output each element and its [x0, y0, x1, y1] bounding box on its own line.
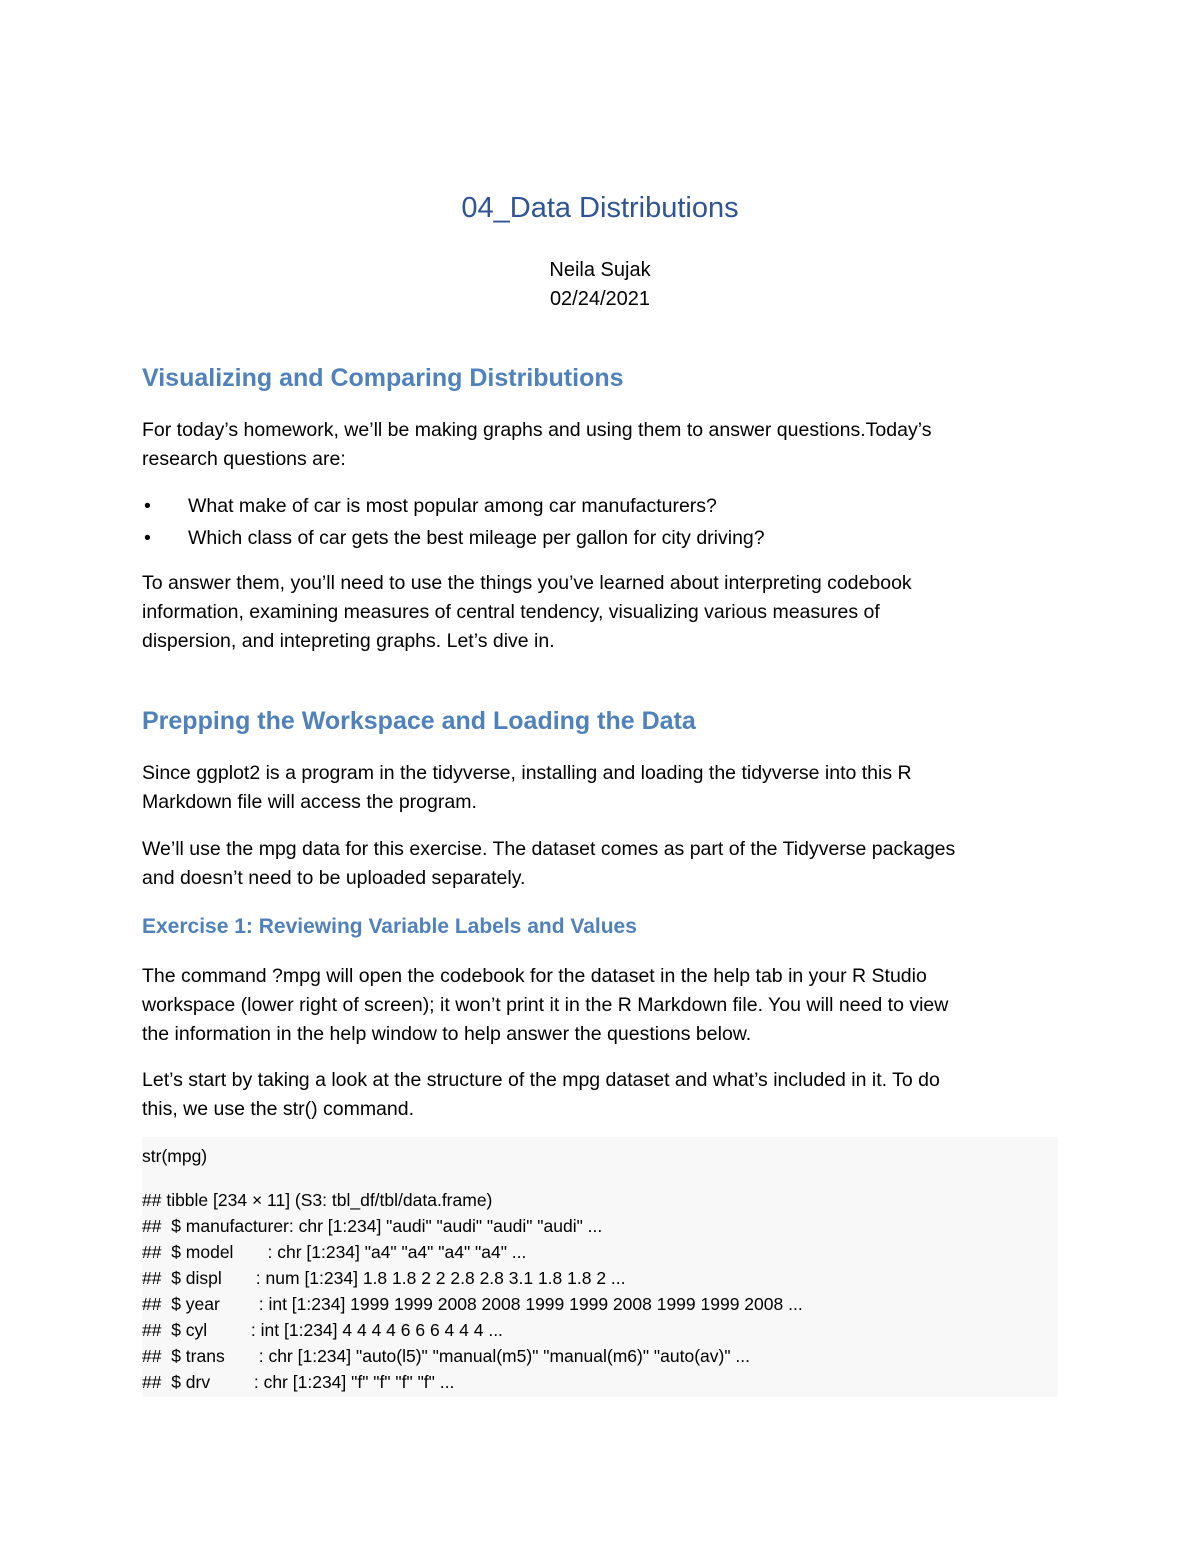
list-item — [142, 492, 765, 524]
paragraph-line: and doesn’t need to be uploaded separately. — [142, 867, 526, 889]
research-questions-list — [142, 492, 765, 556]
paragraph-line: this, we use the str() command. — [142, 1098, 415, 1120]
paragraph-line: Markdown file will access the program. — [142, 791, 477, 813]
section-heading-visualizing: Visualizing and Comparing Distributions — [142, 364, 624, 392]
closing-line: information, examining measures of central tendency, visualizing various measures of — [142, 601, 880, 623]
document-title: 04_Data Distributions — [461, 192, 739, 224]
code-output-line: ## $ year : int [1:234] 1999 1999 2008 2008 1999 1999 2008 1999 1999 2008 ... — [142, 1294, 803, 1314]
code-output-line: ## $ model : chr [1:234] "a4" "a4" "a4" "a4" ... — [142, 1242, 527, 1262]
code-output-line: ## tibble [234 × 11] (S3: tbl_df/tbl/data.frame) — [142, 1190, 493, 1210]
paragraph-line: Since ggplot2 is a program in the tidyverse, installing and loading the tidyverse into this R — [142, 762, 912, 784]
intro-line: For today’s homework, we’ll be making graphs and using them to answer questions.Today’s — [142, 419, 932, 441]
list-item-text: What make of car is most popular among car manufacturers? — [188, 495, 717, 517]
paragraph-line: workspace (lower right of screen); it won’t print it in the R Markdown file. You will need to view — [142, 994, 949, 1016]
section-heading-prepping: Prepping the Workspace and Loading the Data — [142, 707, 696, 735]
intro-line: research questions are: — [142, 448, 346, 470]
document-date: 02/24/2021 — [549, 288, 651, 310]
code-output-line: ## $ displ : num [1:234] 1.8 1.8 2 2 2.8 2.8 3.1 1.8 1.8 2 ... — [142, 1268, 626, 1288]
author-name: Neila Sujak — [549, 259, 651, 281]
intro-paragraph — [142, 416, 1062, 474]
paragraph-line: The command ?mpg will open the codebook for the dataset in the help tab in your R Studio — [142, 965, 927, 987]
closing-line: dispersion, and intepreting graphs. Let’s dive in. — [142, 630, 555, 652]
code-output-line: ## $ drv : chr [1:234] "f" "f" "f" "f" ... — [142, 1372, 455, 1392]
list-item-text: Which class of car gets the best mileage per gallon for city driving? — [188, 527, 765, 549]
bullet-icon: • — [144, 527, 151, 549]
structure-paragraph — [142, 1066, 1062, 1124]
code-command: str(mpg) — [142, 1146, 208, 1166]
code-block — [142, 1137, 1058, 1397]
exercise-heading: Exercise 1: Reviewing Variable Labels and Values — [142, 915, 637, 938]
code-output-line: ## $ trans : chr [1:234] "auto(l5)" "manual(m5)" "manual(m6)" "auto(av)" ... — [142, 1346, 750, 1366]
closing-line: To answer them, you’ll need to use the things you’ve learned about interpreting codebook — [142, 572, 912, 594]
bullet-icon: • — [144, 495, 151, 517]
paragraph-line: We’ll use the mpg data for this exercise. The dataset comes as part of the Tidyverse packages — [142, 838, 956, 860]
paragraph-line: Let’s start by taking a look at the structure of the mpg dataset and what’s included in it. To do — [142, 1069, 940, 1091]
mpg-data-paragraph — [142, 835, 1062, 893]
code-output-line: ## $ cyl : int [1:234] 4 4 4 4 6 6 6 4 4 4 ... — [142, 1320, 503, 1340]
tidyverse-paragraph — [142, 759, 1062, 817]
paragraph-line: the information in the help window to help answer the questions below. — [142, 1023, 752, 1045]
codebook-paragraph — [142, 962, 1062, 1049]
list-item — [142, 524, 765, 556]
code-output-line: ## $ manufacturer: chr [1:234] "audi" "audi" "audi" "audi" ... — [142, 1216, 603, 1236]
closing-paragraph — [142, 569, 1062, 656]
